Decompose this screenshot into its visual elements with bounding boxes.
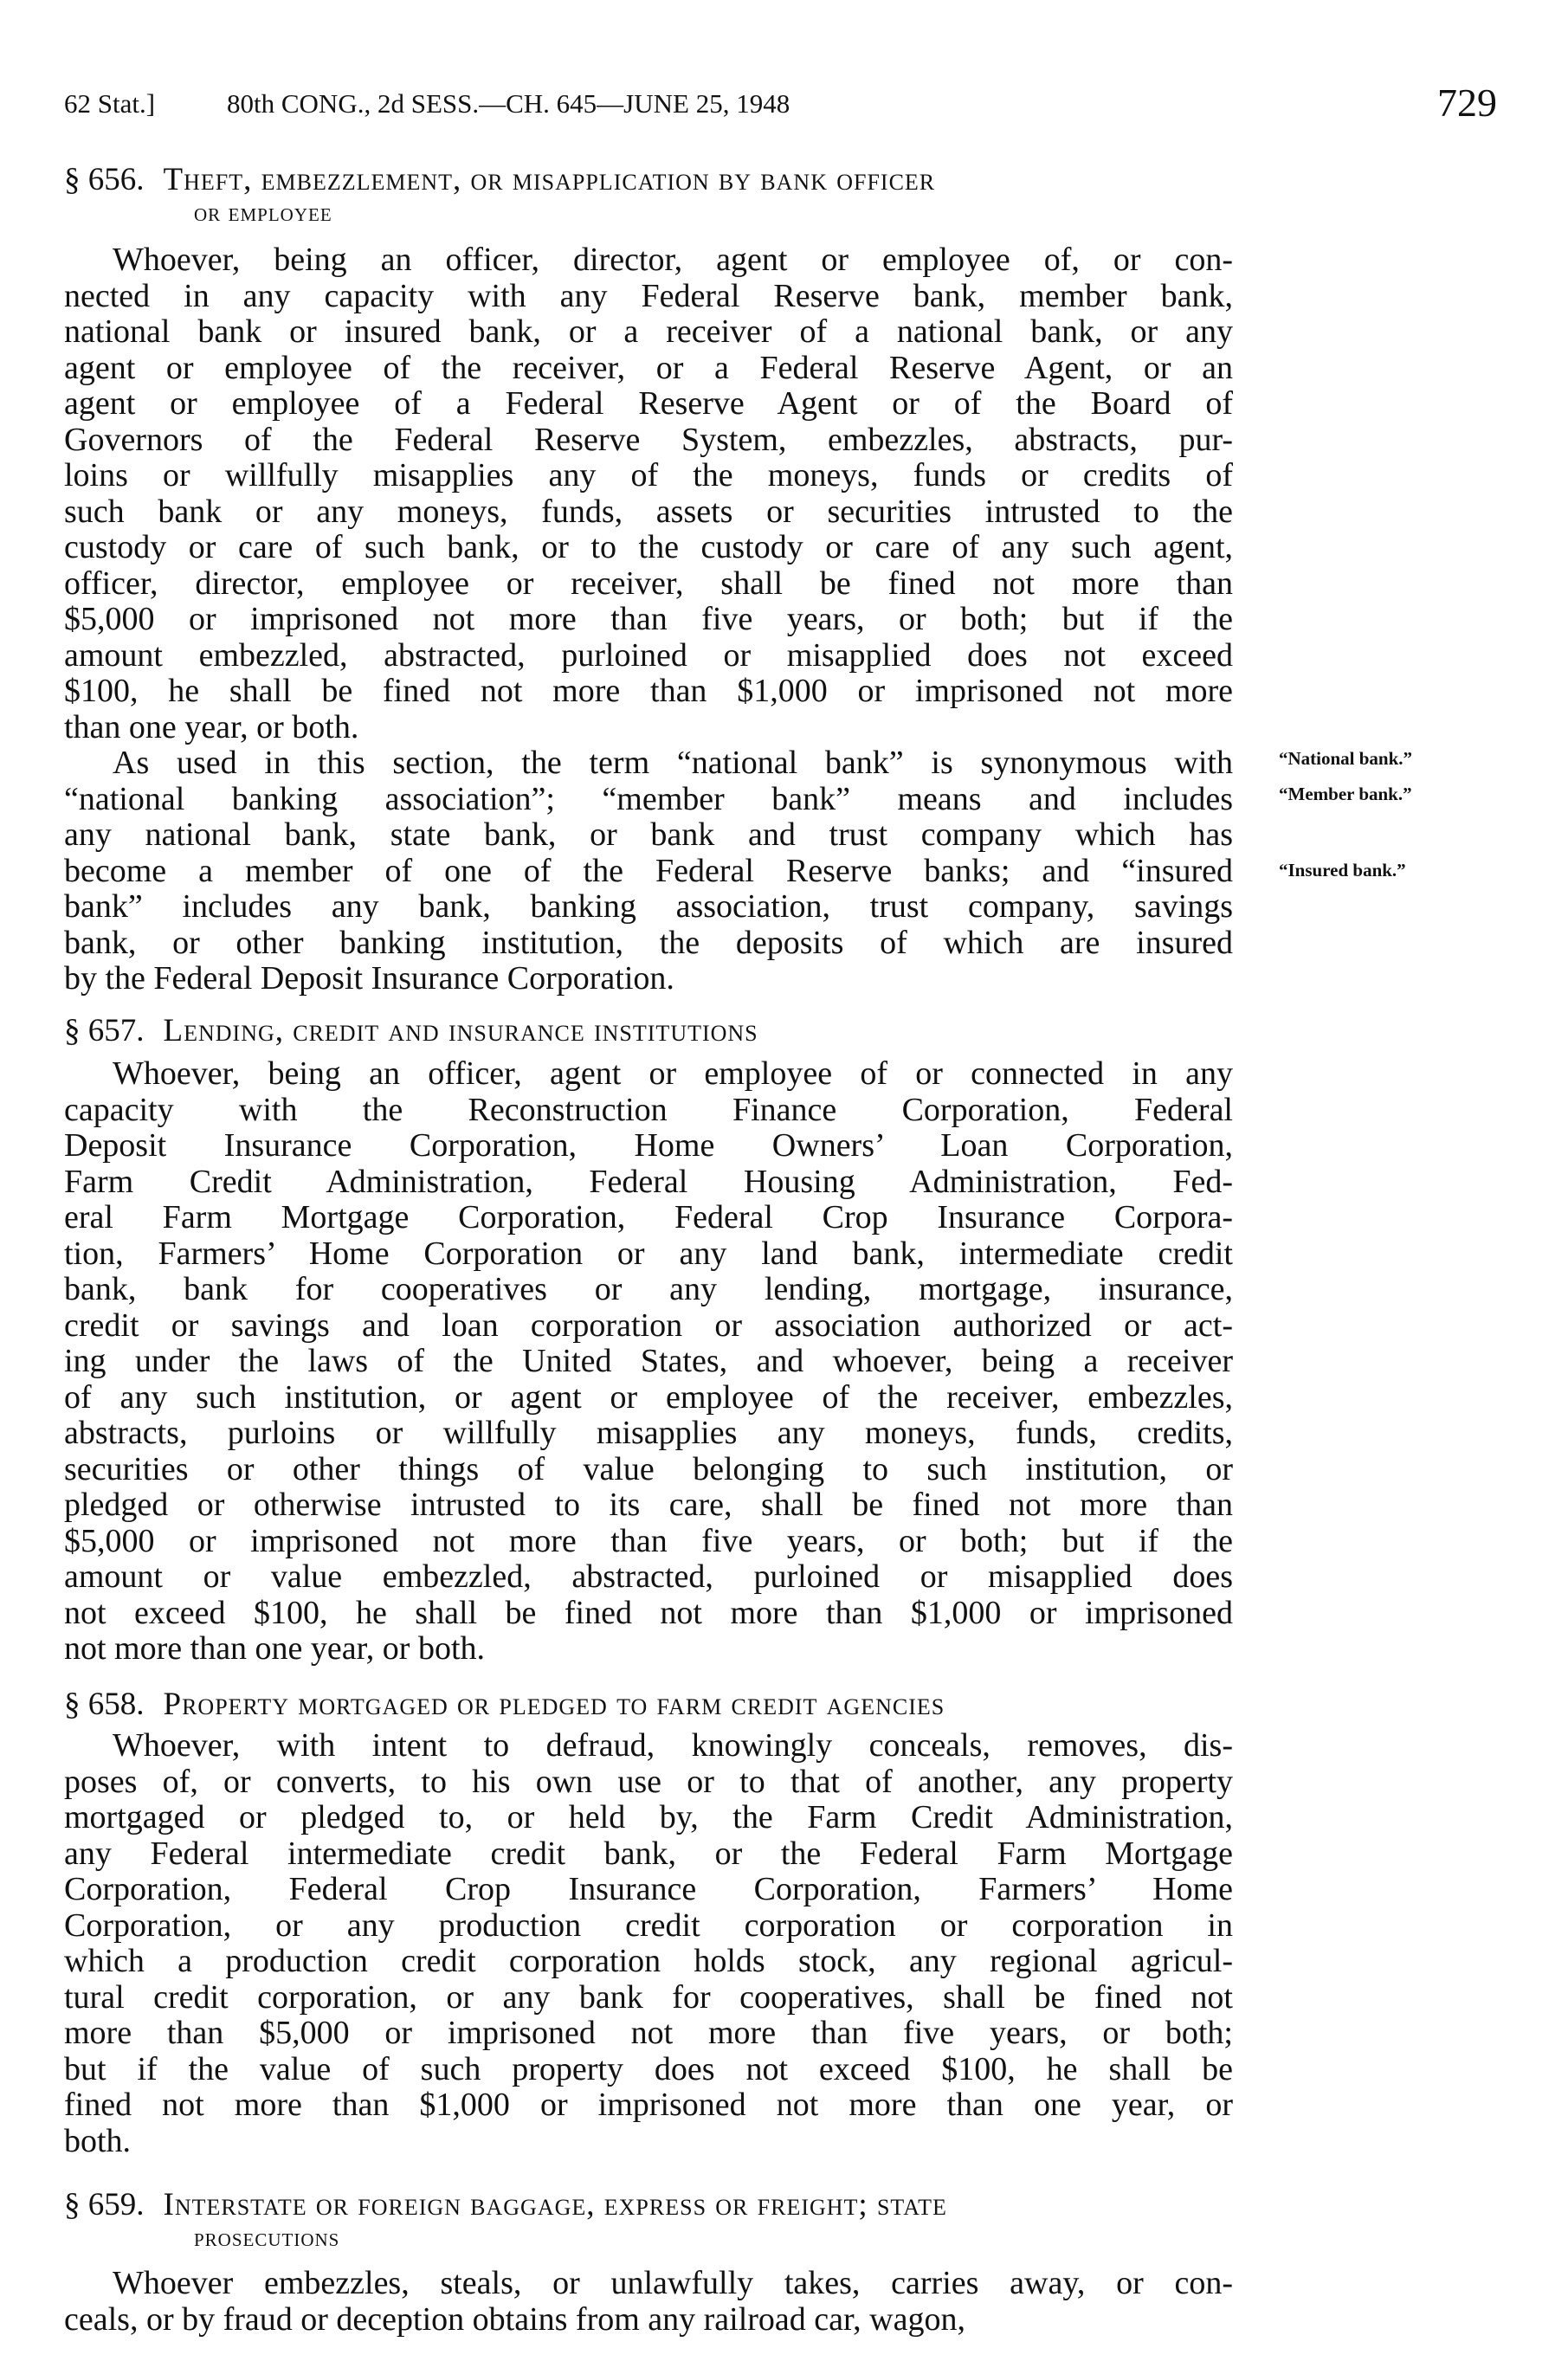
text-line: Whoever, with intent to defraud, knowingly conceals, removes, dis- [113,1727,1233,1764]
section-heading [64,162,1233,197]
text-line: such bank or any moneys, funds, assets or securities intrusted to the [64,493,1233,530]
text-line: Corporation, or any production credit corporation or corporation in [64,1906,1233,1944]
text-line: but if the value of such property does not exceed $100, he shall be [64,2050,1233,2087]
text-line: Whoever embezzles, steals, or unlawfully takes, carries away, or con- [113,2265,1233,2301]
text-line: bank” includes any bank, banking association, trust company, savings [64,888,1233,925]
text-line: amount embezzled, abstracted, purloined or misapplied does not exceed [64,636,1233,674]
margin-note: “Insured bank.” [1279,860,1406,881]
text-line: officer, director, employee or receiver, shall be fined not more than [64,564,1233,602]
text-line: tion, Farmers’ Home Corporation or any land bank, intermediate credit [64,1235,1233,1272]
section-number: § 658. [64,1687,145,1722]
text-line: fined not more than $1,000 or imprisoned not more than one year, or [64,2087,1233,2123]
section-heading [64,2187,1233,2222]
text-line: both. [64,2122,132,2159]
section-body [64,2266,1233,2338]
section-number: § 659. [64,2187,145,2222]
paragraph [64,745,1233,997]
text-line: national bank or insured bank, or a receiver of a national bank, or any [64,313,1233,350]
text-line: agent or employee of the receiver, or a Federal Reserve Agent, or an [64,349,1233,386]
text-line: eral Farm Mortgage Corporation, Federal Crop Insurance Corpora- [64,1199,1233,1235]
text-line: securities or other things of value belonging to such institution, or [64,1450,1233,1487]
text-line: $5,000 or imprisoned not more than five years, or both; but if the [64,601,1233,637]
text-line: ing under the laws of the United States, and whoever, being a receiver [64,1343,1233,1379]
running-head-title: 80th CONG., 2d SESS.—CH. 645—JUNE 25, 1948 [227,88,790,119]
text-line: not exceed $100, he shall be fined not more than $1,000 or imprisoned [64,1594,1233,1631]
text-line: agent or employee of a Federal Reserve Agent or of the Board of [64,385,1233,422]
section-heading [64,1013,1233,1048]
text-line: $5,000 or imprisoned not more than five years, or both; but if the [64,1522,1233,1559]
section [64,1013,1233,1048]
text-line: credit or savings and loan corporation or association authorized or act- [64,1306,1233,1344]
section-title: Theft, embezzlement, or misapplication by bank officer [163,162,936,197]
section-title-continued: or employee [194,198,332,227]
text-line: $100, he shall be fined not more than $1,000 or imprisoned not more [64,673,1233,709]
paragraph [64,2266,1233,2338]
paragraph [64,242,1233,745]
section-body [64,1728,1233,2159]
text-line: As used in this section, the term “national bank” is synonymous with [113,745,1233,781]
text-line: become a member of one of the Federal Reserve banks; and “insured [64,852,1233,889]
text-line: Whoever, being an officer, director, agent or employee of, or con- [113,242,1233,278]
paragraph [64,1056,1233,1668]
paragraph [64,1728,1233,2159]
text-line: custody or care of such bank, or to the custody or care of any such agent, [64,529,1233,565]
margin-note: “Member bank.” [1279,784,1412,804]
text-line: more than $5,000 or imprisoned not more than five years, or both; [64,2015,1233,2051]
text-line: capacity with the Reconstruction Finance Corporation, Federal [64,1091,1233,1128]
section-number: § 656. [64,162,145,197]
section-title: Lending, credit and insurance institutions [163,1013,758,1048]
running-head-volume: 62 Stat.] [64,88,156,119]
section-title: Interstate or foreign baggage, express or freight; state [163,2187,947,2222]
text-line: Deposit Insurance Corporation, Home Owners’ Loan Corporation, [64,1127,1233,1164]
section-number: § 657. [64,1013,145,1048]
section [64,2187,1233,2254]
text-line: ceals, or by fraud or deception obtains from any railroad car, wagon, [64,2300,965,2338]
section-title-continued: prosecutions [194,2223,340,2252]
text-line: poses of, or converts, to his own use or to that of another, any property [64,1763,1233,1800]
margin-note: “National bank.” [1279,748,1413,769]
text-line: than one year, or both. [64,708,359,745]
text-line: by the Federal Deposit Insurance Corporation. [64,960,674,997]
text-line: abstracts, purloins or willfully misapplies any moneys, funds, credits, [64,1415,1233,1451]
text-line: amount or value embezzled, abstracted, purloined or misapplied does [64,1558,1233,1595]
text-line: Whoever, being an officer, agent or employee of or connected in any [113,1055,1233,1092]
text-line: Corporation, Federal Crop Insurance Corporation, Farmers’ Home [64,1871,1233,1907]
text-line: Governors of the Federal Reserve System, embezzles, abstracts, pur- [64,421,1233,458]
page-number: 729 [1437,81,1497,125]
text-line: any national bank, state bank, or bank and trust company which has [64,816,1233,853]
text-line: Farm Credit Administration, Federal Housing Administration, Fed- [64,1163,1233,1200]
text-line: not more than one year, or both. [64,1630,486,1667]
text-line: nected in any capacity with any Federal Reserve bank, member bank, [64,277,1233,314]
section-body [64,1056,1233,1668]
section [64,1687,1233,1722]
section-title: Property mortgaged or pledged to farm credit agencies [163,1687,945,1722]
text-line: of any such institution, or agent or employee of the receiver, embezzles, [64,1378,1233,1416]
section [64,162,1233,229]
text-line: any Federal intermediate credit bank, or the Federal Farm Mortgage [64,1835,1233,1872]
section-heading [64,1687,1233,1722]
text-line: bank, or other banking institution, the deposits of which are insured [64,924,1233,961]
section-body [64,242,1233,997]
text-line: “national banking association”; “member bank” means and includes [64,780,1233,817]
text-line: tural credit corporation, or any bank for cooperatives, shall be fined not [64,1978,1233,2016]
text-line: pledged or otherwise intrusted to its care, shall be fined not more than [64,1487,1233,1523]
text-line: bank, bank for cooperatives or any lending, mortgage, insurance, [64,1271,1233,1307]
text-line: loins or willfully misapplies any of the moneys, funds or credits of [64,457,1233,494]
text-line: mortgaged or pledged to, or held by, the Farm Credit Administration, [64,1799,1233,1835]
text-line: which a production credit corporation holds stock, any regional agricul- [64,1943,1233,1979]
